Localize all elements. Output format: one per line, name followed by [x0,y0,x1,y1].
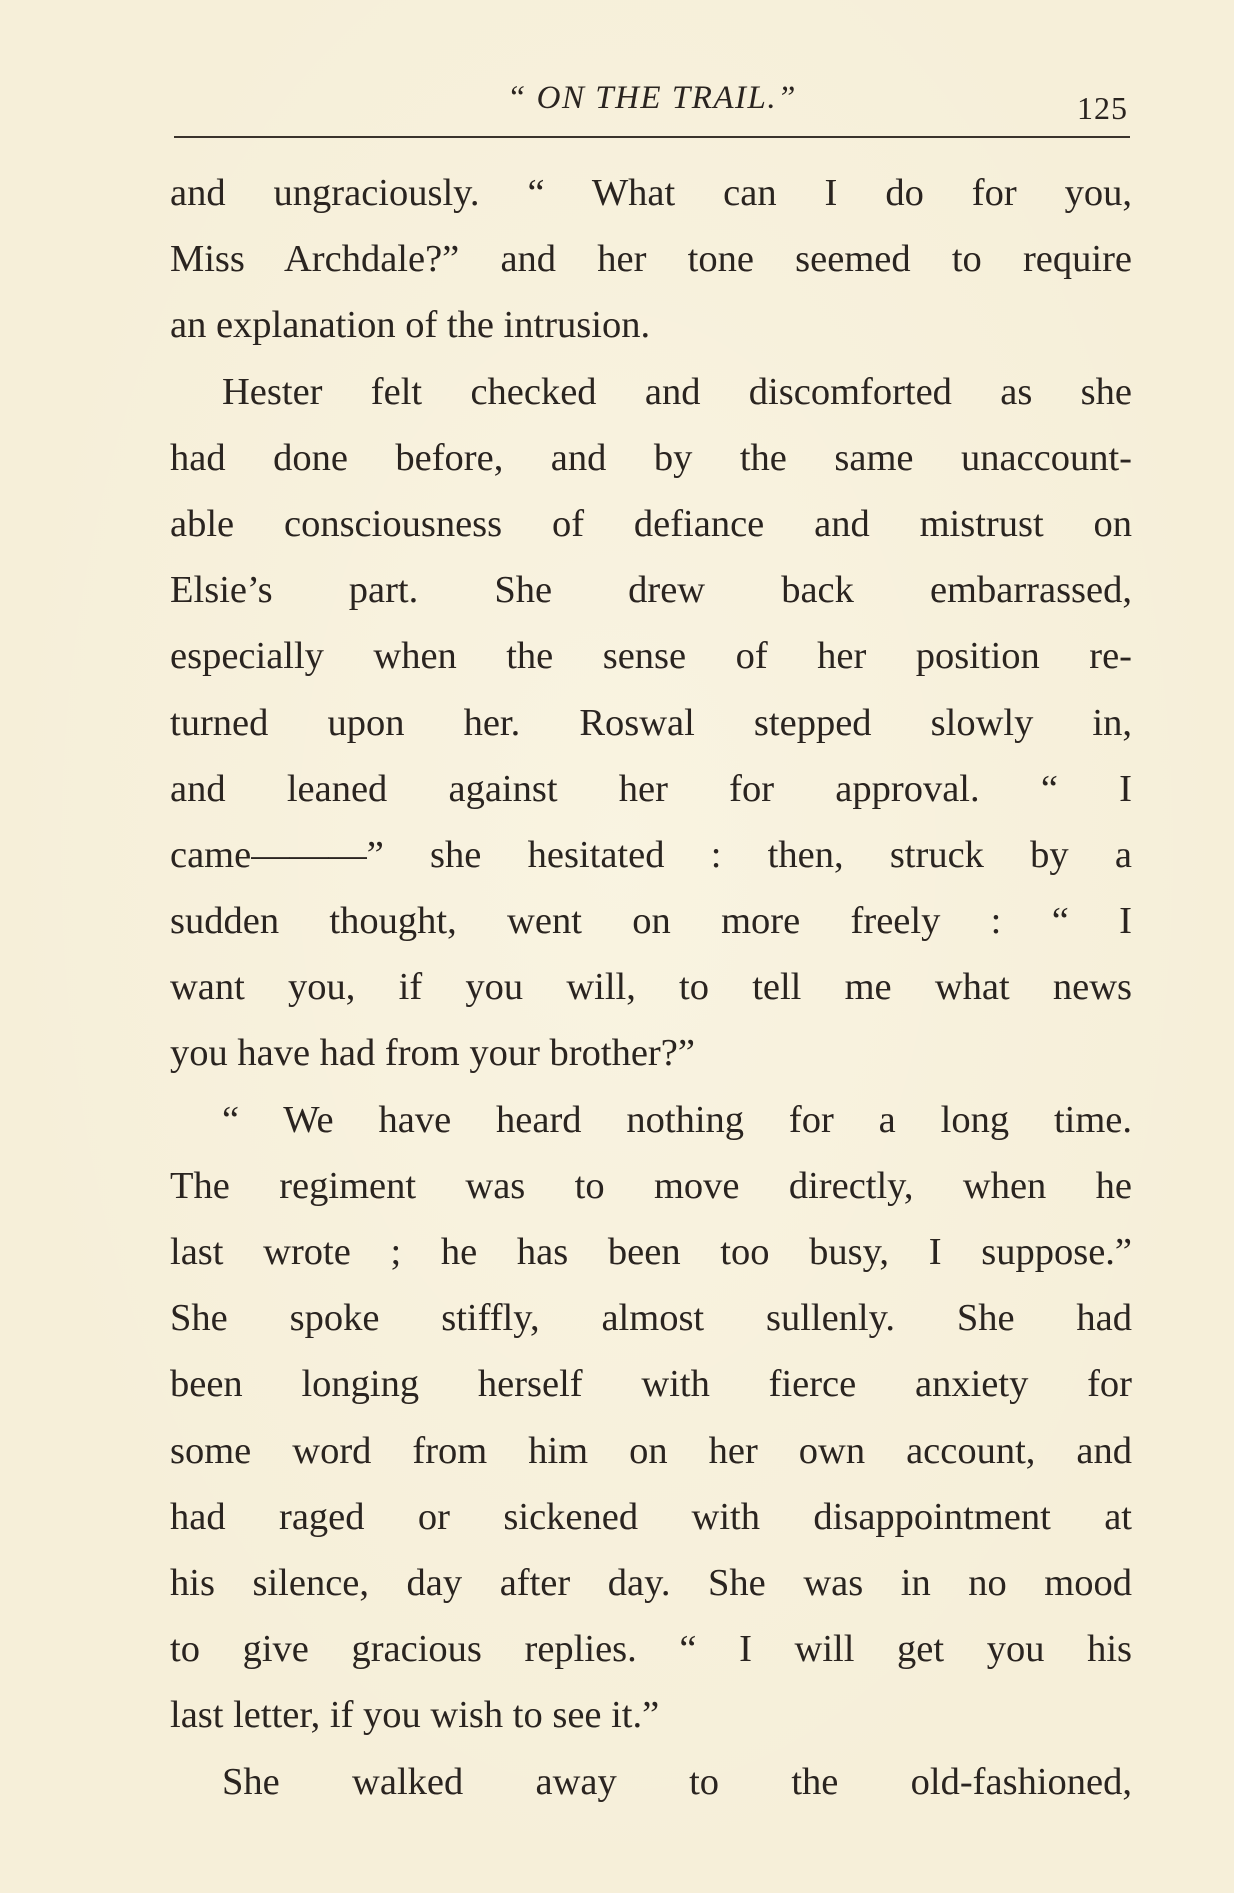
text-line: an explanation of the intrusion. [170,304,651,347]
text-line: She spoke stiffly, almost sullenly. She had [170,1297,1132,1340]
text-line: you have had from your brother?” [170,1032,695,1075]
running-title: “ ON THE TRAIL.” [507,80,797,116]
text-line: been longing herself with fierce anxiety for [170,1363,1132,1406]
text-line: last wrote ; he has been too busy, I suppose.” [170,1231,1132,1273]
text-line: She walked away to the old-fashioned, [222,1760,1132,1803]
body-text [170,160,1132,1815]
text-line: Hester felt checked and discomforted as she [222,370,1132,413]
header-rule [174,136,1130,138]
text-line: some word from him on her own account, and [170,1429,1132,1472]
text-line: came———” she hesitated : then, struck by a [170,833,1132,876]
text-line: sudden thought, went on more freely : “ I [170,900,1132,943]
text-line: had done before, and by the same unaccount- [170,436,1132,479]
text-line: and ungraciously. “ What can I do for you, [170,172,1132,214]
page-number: 125 [1077,90,1128,126]
text-line: last letter, if you wish to see it.” [170,1694,660,1737]
text-line: his silence, day after day. She was in no mood [170,1561,1132,1604]
text-line: especially when the sense of her position re- [170,635,1132,678]
text-line: and leaned against her for approval. “ I [170,767,1132,810]
text-line: turned upon her. Roswal stepped slowly in, [170,701,1132,744]
text-line: The regiment was to move directly, when he [170,1164,1132,1207]
running-head [174,80,1130,128]
text-line: to give gracious replies. “ I will get you his [170,1628,1132,1671]
text-line: want you, if you will, to tell me what news [170,966,1132,1009]
text-line: had raged or sickened with disappointment at [170,1495,1132,1538]
text-line: able consciousness of defiance and mistrust on [170,502,1132,545]
text-line: “ We have heard nothing for a long time. [222,1098,1132,1141]
text-line: Miss Archdale?” and her tone seemed to require [170,238,1132,281]
text-line: Elsie’s part. She drew back embarrassed, [170,569,1132,612]
